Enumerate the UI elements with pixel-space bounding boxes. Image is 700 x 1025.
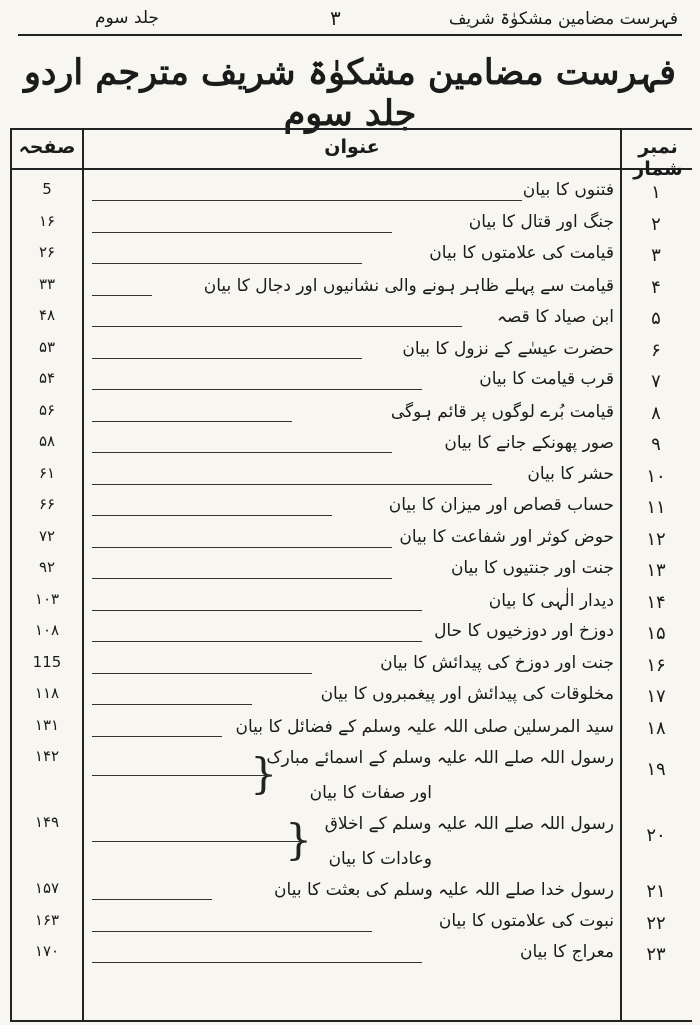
leader-line [92, 610, 422, 611]
page-title: فہرست مضامین مشکوٰۃ شریف مترجم اردو جلد سوم [23, 52, 677, 134]
leader-line [92, 452, 392, 453]
leader-line [92, 421, 292, 422]
table-row [12, 462, 692, 492]
leader-line [92, 389, 422, 390]
row-page: ۱۵۷ [34, 879, 60, 897]
row-number: ۲۳ [646, 944, 666, 965]
table-row [12, 336, 692, 366]
row-number: ۲۱ [646, 881, 666, 902]
header-rule [18, 34, 682, 36]
row-page: ۱۷۰ [34, 942, 60, 960]
leader-line [92, 200, 522, 201]
leader-line [92, 704, 252, 705]
row-title: مخلوقات کی پیدائش اور پیغمبروں کا بیان [320, 684, 614, 704]
leader-line [92, 358, 362, 359]
leader-line [92, 736, 222, 737]
row-number: ۸ [651, 402, 661, 424]
leader-line [92, 673, 312, 674]
row-title: نبوت کی علامتوں کا بیان [438, 910, 614, 931]
column-header-title: عنوان [324, 136, 380, 158]
table-row [12, 430, 692, 460]
table-row [12, 367, 692, 397]
row-page: ۱۴۲ [34, 747, 60, 765]
row-page: 5 [42, 180, 52, 198]
row-number: ۵ [651, 308, 661, 329]
header-divider [12, 168, 692, 170]
row-title: ابن صیاد کا قصہ [496, 307, 614, 327]
leader-line [92, 515, 332, 516]
row-number: ۲۰ [646, 825, 666, 846]
leader-line [92, 962, 422, 963]
leader-line [92, 326, 462, 327]
row-page: ۳۳ [38, 274, 56, 293]
row-number: ۱۵ [646, 623, 666, 644]
leader-line [92, 263, 362, 264]
row-number: ۱۴ [646, 591, 666, 613]
row-title: جنت اور جنتیوں کا بیان [450, 558, 614, 578]
row-number: ۱۸ [646, 717, 666, 739]
row-page: 115 [32, 652, 62, 671]
row-title: دیدار الٰہی کا بیان [488, 590, 614, 611]
column-header-page: صفحہ [18, 136, 76, 158]
row-page: ۱۰۳ [34, 589, 60, 608]
table-row [12, 304, 692, 334]
row-page: ۵۳ [38, 337, 56, 356]
table-row [12, 241, 692, 271]
row-page: ۶۶ [38, 495, 56, 513]
leader-line [92, 775, 272, 776]
brace-glyph: } [285, 815, 312, 864]
column-header-number: نمبر شمار [633, 136, 683, 180]
row-page: ۱۱۸ [34, 684, 60, 702]
table-row [12, 877, 692, 907]
row-number: ۱ [651, 182, 661, 203]
table-row [12, 682, 692, 712]
table-row [12, 178, 692, 208]
row-title: قیامت کی علامتوں کا بیان [429, 243, 614, 263]
row-title-continued: وعادات کا بیان [328, 849, 432, 869]
table-row [12, 588, 692, 618]
row-number: ۱۷ [646, 686, 666, 707]
table-row [12, 619, 692, 649]
row-title: جنگ اور قتال کا بیان [468, 211, 614, 232]
row-page: ۱۰۸ [34, 621, 60, 639]
row-page: ۱۶۳ [34, 910, 60, 929]
row-title: رسول خدا صلے اللہ علیہ وسلم کی بعثت کا بیان [274, 880, 614, 900]
running-header [0, 0, 700, 44]
header-page-number: ۳ [330, 6, 341, 30]
row-number: ۹ [651, 434, 661, 455]
brace-glyph: } [250, 749, 277, 798]
row-page: ۵۶ [38, 400, 56, 419]
table-row [12, 811, 692, 881]
row-number: ۱۶ [646, 654, 666, 676]
row-number: ۴ [651, 276, 661, 298]
table-row [12, 714, 692, 744]
row-page: ۹۲ [38, 558, 56, 576]
leader-line [92, 841, 302, 842]
leader-line [92, 641, 422, 642]
row-number: ۲ [651, 213, 661, 235]
row-title: فتنوں کا بیان [522, 180, 614, 200]
row-number: ۱۲ [646, 528, 666, 550]
row-title: رسول اللہ صلے اللہ علیہ وسلم کے اخلاق [324, 814, 614, 834]
row-title: جنت اور دوزخ کی پیدائش کا بیان [380, 652, 614, 673]
row-number: ۳ [651, 245, 661, 266]
row-page: ۶۱ [38, 463, 56, 482]
row-number: ۱۱ [646, 497, 666, 518]
row-title: صور پھونکے جانے کا بیان [444, 433, 614, 453]
row-title: قیامت بُرے لوگوں پر قائم ہوگی [390, 401, 614, 422]
row-page: ۵۴ [38, 369, 56, 387]
table-row [12, 273, 692, 303]
row-page: ۷۲ [38, 526, 56, 545]
row-title-continued: اور صفات کا بیان [309, 783, 432, 803]
table-row [12, 909, 692, 939]
row-number: ۱۹ [646, 759, 666, 780]
leader-line [92, 295, 152, 296]
row-page: ۵۸ [38, 432, 56, 450]
row-number: ۲۲ [646, 912, 666, 934]
row-number: ۱۰ [646, 465, 666, 487]
header-volume: جلد سوم [95, 8, 160, 28]
table-row [12, 399, 692, 429]
row-number: ۷ [651, 371, 661, 392]
row-title: معراج کا بیان [520, 942, 614, 962]
leader-line [92, 578, 392, 579]
leader-line [92, 931, 372, 932]
leader-line [92, 484, 492, 485]
row-title: دوزخ اور دوزخیوں کا حال [434, 621, 614, 641]
leader-line [92, 547, 392, 548]
row-number: ۶ [651, 339, 661, 361]
table-row [12, 210, 692, 240]
table-row [12, 940, 692, 970]
row-title: قرب قیامت کا بیان [479, 369, 614, 389]
table-row [12, 651, 692, 681]
leader-line [92, 899, 212, 900]
row-page: ۱۳۱ [34, 715, 60, 734]
row-title: حوض کوثر اور شفاعت کا بیان [399, 526, 614, 547]
row-number: ۱۳ [646, 560, 666, 581]
row-page: ۱۴۹ [34, 813, 60, 831]
row-title: رسول اللہ صلے اللہ علیہ وسلم کے اسمائے مبارک [266, 748, 614, 768]
row-title: حساب قصاص اور میزان کا بیان [388, 495, 614, 515]
table-row [12, 493, 692, 523]
row-title: حشر کا بیان [527, 463, 614, 484]
row-page: ۱۶ [38, 211, 56, 230]
row-title: حضرت عیسٰے کے نزول کا بیان [402, 338, 614, 359]
row-page: ۲۶ [38, 243, 56, 261]
row-title: سید المرسلین صلی اللہ علیہ وسلم کے فضائل کا بیان [235, 716, 614, 737]
table-row [12, 745, 692, 815]
table-row [12, 525, 692, 555]
row-page: ۴۸ [38, 306, 56, 324]
contents-table [10, 128, 692, 1022]
leader-line [92, 232, 392, 233]
table-row [12, 556, 692, 586]
header-book-title: فہرست مضامین مشکوٰۃ شریف [448, 9, 678, 29]
row-title: قیامت سے پہلے ظاہر ہونے والی نشانیوں اور دجال کا بیان [203, 275, 614, 296]
